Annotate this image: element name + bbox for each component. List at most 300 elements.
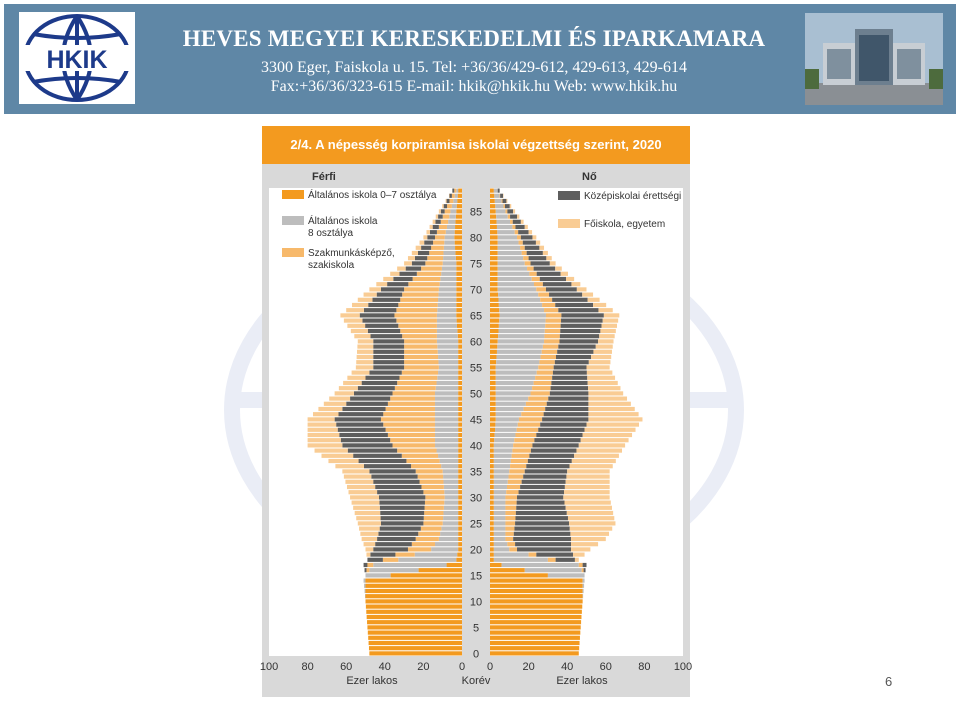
bar-male-4-age-71 [376,282,387,286]
bar-female-1-age-63 [499,324,545,328]
bar-female-2-age-61 [544,334,559,338]
bar-male-1-age-34 [443,475,458,479]
bar-female-0-age-30 [490,495,494,499]
bar-female-2-age-58 [542,350,557,354]
bar-male-0-age-83 [455,220,462,224]
bar-male-3-age-24 [380,527,421,531]
bar-female-3-age-28 [516,506,565,510]
bar-male-2-age-67 [398,303,437,307]
age-tick-20: 20 [469,544,483,557]
bar-male-1-age-59 [437,345,458,349]
bar-male-3-age-68 [372,298,400,302]
x-tick-male-60: 60 [340,661,353,673]
bar-male-1-age-31 [444,490,458,494]
bar-male-2-age-28 [425,506,444,510]
bar-male-4-age-44 [308,423,337,427]
bar-male-4-age-62 [351,329,368,333]
bar-female-2-age-72 [532,277,540,281]
bar-female-3-age-60 [559,339,598,343]
bar-male-3-age-59 [373,345,404,349]
bar-female-1-age-16 [525,568,582,572]
bar-female-4-age-56 [589,360,611,364]
bar-male-4-age-54 [352,371,370,375]
bar-female-0-age-63 [490,324,499,328]
bar-male-3-age-51 [358,386,395,390]
bar-male-1-age-18 [398,558,456,562]
age-tick-30: 30 [469,492,483,505]
bar-female-1-age-88 [494,194,499,198]
bar-female-1-age-31 [494,490,506,494]
bar-male-4-age-84 [436,215,438,219]
bar-female-3-age-31 [519,490,565,494]
bar-male-2-age-17 [367,563,373,567]
bar-male-2-age-37 [406,459,439,463]
bar-male-1-age-72 [440,277,456,281]
bar-male-0-age-80 [454,235,462,239]
bar-female-0-age-36 [490,464,494,468]
bar-female-2-age-27 [505,511,515,515]
bar-male-3-age-85 [441,209,445,213]
bar-female-0-age-66 [490,308,499,312]
bar-female-0-age-60 [490,339,498,343]
bar-female-1-age-34 [494,475,509,479]
bar-male-3-age-79 [424,241,433,245]
bar-male-2-age-76 [427,256,443,260]
bar-female-2-age-78 [520,246,525,250]
bar-female-0-age-18 [490,558,494,562]
bar-male-2-age-39 [397,449,436,453]
bar-female-0-age-54 [490,371,496,375]
bar-male-1-age-26 [443,516,458,520]
bar-female-4-age-79 [536,241,540,245]
bar-male-3-age-67 [368,303,398,307]
bar-female-4-age-41 [581,438,629,442]
bar-male-4-age-40 [308,443,343,447]
bar-male-0-age-14 [366,579,463,583]
bar-female-4-age-47 [588,407,634,411]
age-tick-15: 15 [469,570,483,583]
bar-female-1-age-62 [498,329,544,333]
bar-female-2-age-84 [508,215,510,219]
bar-female-4-age-44 [587,423,639,427]
bar-male-2-age-46 [383,412,435,416]
bar-female-3-age-36 [526,464,569,468]
bar-male-1-age-58 [438,350,458,354]
bar-male-3-age-36 [364,464,411,468]
bar-female-3-age-63 [561,324,602,328]
bar-female-0-age-33 [490,480,494,484]
bar-female-3-age-30 [517,495,563,499]
bar-female-3-age-37 [528,459,572,463]
bar-female-0-age-56 [490,360,496,364]
bar-male-4-age-39 [315,449,348,453]
bar-male-1-age-20 [431,547,458,551]
bar-female-3-age-16 [584,568,586,572]
bar-male-2-age-79 [433,241,444,245]
bar-male-0-age-21 [458,542,462,546]
bar-male-4-age-49 [329,397,350,401]
panel-label-male: Férfi [312,171,336,183]
bar-male-1-age-12 [365,589,366,593]
bar-male-4-age-70 [369,287,381,291]
bar-female-2-age-56 [539,360,554,364]
bar-female-4-age-36 [570,464,613,468]
bar-female-0-age-49 [490,397,496,401]
bar-male-0-age-33 [458,480,462,484]
bar-female-2-age-42 [515,433,536,437]
bar-female-1-age-20 [494,547,509,551]
bar-female-0-age-16 [490,568,525,572]
bar-male-0-age-16 [419,568,462,572]
bar-female-1-age-85 [496,209,506,213]
bar-male-1-age-78 [444,246,455,250]
bar-female-4-age-87 [506,199,507,203]
bar-male-4-age-85 [439,209,441,213]
x-tick-female-20: 20 [522,661,535,673]
bar-male-0-age-2 [369,641,462,645]
bar-female-2-age-57 [541,355,556,359]
bar-male-0-age-47 [458,407,462,411]
bar-male-3-age-40 [342,443,392,447]
page-number: 6 [885,674,893,689]
bar-male-4-age-33 [345,480,373,484]
bar-male-2-age-53 [399,376,437,380]
bar-female-1-age-54 [496,371,537,375]
bar-female-0-age-70 [490,287,498,291]
bar-male-3-age-89 [452,189,454,193]
bar-male-0-age-43 [458,428,462,432]
bar-female-4-age-32 [565,485,610,489]
bar-female-1-age-71 [498,282,534,286]
bar-male-0-age-57 [458,355,462,359]
legend-label-male-1-1: 8 osztálya [308,228,354,239]
bar-female-0-age-57 [490,355,497,359]
bar-female-0-age-14 [490,579,583,583]
bar-female-0-age-65 [490,313,500,317]
bar-female-0-age-61 [490,334,498,338]
bar-male-3-age-47 [342,407,385,411]
bar-male-2-age-87 [449,199,453,203]
bar-female-2-age-80 [517,235,521,239]
bar-female-4-age-55 [587,365,610,369]
bar-male-1-age-47 [435,407,458,411]
bar-male-3-age-86 [444,204,447,208]
bar-female-2-age-49 [528,397,548,401]
bar-female-0-age-58 [490,350,497,354]
bar-male-3-age-20 [373,547,408,551]
bar-male-0-age-76 [456,256,462,260]
bar-female-0-age-45 [490,417,496,421]
bar-male-0-age-61 [458,334,462,338]
bar-female-0-age-76 [490,256,498,260]
bar-male-2-age-36 [411,464,441,468]
bar-female-4-age-48 [588,402,630,406]
bar-male-0-age-9 [366,605,462,609]
bar-female-3-age-34 [523,475,566,479]
bar-female-0-age-35 [490,469,494,473]
bar-male-4-age-55 [356,365,373,369]
bar-male-0-age-32 [458,485,462,489]
bar-female-0-age-6 [490,620,581,624]
bar-male-0-age-23 [458,532,462,536]
bar-female-4-age-75 [550,261,556,265]
bar-female-2-age-75 [525,261,531,265]
bar-female-1-age-50 [496,391,531,395]
bar-male-3-age-54 [369,371,401,375]
bar-female-4-age-52 [588,381,618,385]
bar-male-4-age-67 [352,303,368,307]
bar-female-1-age-65 [500,313,546,317]
bar-female-3-age-29 [517,501,565,505]
bar-male-2-age-33 [420,480,444,484]
bar-male-1-age-83 [448,220,455,224]
bar-male-4-age-29 [352,501,380,505]
bar-male-1-age-85 [450,209,456,213]
legend-label-female-0: Középiskolai érettségi [584,191,682,202]
bar-female-0-age-42 [490,433,495,437]
bar-female-0-age-19 [490,553,494,557]
org-address: 3300 Eger, Faiskola u. 15. Tel: +36/36/429-612, 429-613, 429-614 [260,59,688,76]
bar-female-2-age-50 [531,391,550,395]
bar-male-4-age-20 [366,547,374,551]
bar-male-2-age-89 [454,189,456,193]
bar-female-2-age-18 [548,558,556,562]
bar-male-1-age-48 [435,402,458,406]
bar-male-0-age-36 [458,464,462,468]
bar-male-0-age-15 [391,573,462,577]
bar-male-4-age-31 [349,490,378,494]
bar-female-4-age-60 [598,339,613,343]
bar-male-1-age-74 [442,267,456,271]
bar-male-3-age-38 [353,454,402,458]
bar-female-0-age-28 [490,506,494,510]
bar-male-0-age-84 [456,215,462,219]
bar-female-0-age-12 [490,589,583,593]
bar-female-4-age-23 [570,532,609,536]
bar-male-1-age-77 [443,251,455,255]
bar-male-2-age-47 [386,407,435,411]
bar-female-4-age-80 [532,235,536,239]
bar-male-0-age-58 [458,350,462,354]
bar-female-1-age-58 [497,350,542,354]
bar-female-2-age-70 [536,287,546,291]
bar-female-0-age-29 [490,501,494,505]
bar-male-0-age-37 [458,459,462,463]
bar-male-3-age-22 [377,537,416,541]
bar-male-4-age-46 [313,412,338,416]
bar-male-2-age-30 [425,495,444,499]
bar-male-3-age-16 [365,568,367,572]
bar-male-4-age-27 [355,511,380,515]
bar-male-4-age-28 [353,506,380,510]
bar-female-0-age-13 [490,584,583,588]
bar-female-4-age-83 [521,220,524,224]
bar-male-2-age-65 [394,313,436,317]
bar-female-1-age-41 [494,438,514,442]
bar-female-4-age-50 [588,391,623,395]
bar-female-0-age-83 [490,220,497,224]
bar-male-2-age-63 [398,324,437,328]
bar-male-3-age-69 [377,293,402,297]
bar-female-2-age-32 [507,485,520,489]
bar-female-3-age-76 [529,256,547,260]
bar-female-1-age-24 [494,527,506,531]
bar-male-4-age-50 [335,391,354,395]
bar-female-4-age-70 [577,287,587,291]
bar-male-0-age-89 [458,189,462,193]
bar-male-4-age-41 [308,438,341,442]
bar-male-0-age-19 [457,553,462,557]
bar-female-2-age-64 [546,319,561,323]
bar-female-1-age-43 [495,428,517,432]
age-tick-85: 85 [469,206,483,219]
bar-female-3-age-20 [517,547,571,551]
bar-male-1-age-29 [444,501,458,505]
bar-male-3-age-71 [387,282,408,286]
bar-female-1-age-53 [496,376,535,380]
x-tick-male-100: 100 [259,661,279,673]
bar-male-3-age-65 [360,313,395,317]
bar-male-4-age-47 [318,407,342,411]
bar-female-3-age-23 [514,532,571,536]
bar-female-4-age-24 [570,527,612,531]
x-axis-label-female: Ezer lakos [556,675,608,687]
bar-male-3-age-21 [375,542,412,546]
bar-female-0-age-10 [490,599,583,603]
bar-male-4-age-61 [354,334,370,338]
bar-female-3-age-51 [551,386,588,390]
bar-female-4-age-59 [596,345,613,349]
bar-male-3-age-32 [375,485,421,489]
bar-female-1-age-26 [494,516,506,520]
bar-female-1-age-47 [496,407,524,411]
bar-female-1-age-73 [498,272,530,276]
x-tick-labels [260,661,692,673]
bar-female-2-age-53 [535,376,552,380]
bar-male-4-age-30 [350,495,379,499]
bar-male-2-age-78 [431,246,444,250]
bar-female-4-age-39 [576,449,622,453]
bar-male-1-age-63 [437,324,457,328]
bar-female-2-age-73 [529,272,536,276]
bar-male-4-age-23 [360,532,378,536]
bar-male-4-age-77 [412,251,418,255]
bar-female-0-age-77 [490,251,498,255]
bar-male-4-age-63 [347,324,365,328]
bar-female-2-age-28 [505,506,516,510]
population-pyramid-chart [259,164,693,697]
bar-female-4-age-46 [588,412,638,416]
bar-female-4-age-22 [571,537,606,541]
bar-male-2-age-66 [396,308,437,312]
bar-male-4-age-60 [358,339,373,343]
bar-male-4-age-64 [344,319,363,323]
bar-female-2-age-36 [510,464,526,468]
bar-female-3-age-73 [537,272,561,276]
bar-male-1-age-76 [443,256,456,260]
bar-male-0-age-48 [458,402,462,406]
bar-male-1-age-87 [453,199,457,203]
bar-male-2-age-27 [424,511,443,515]
bar-female-1-age-61 [498,334,544,338]
bar-male-1-age-27 [443,511,458,515]
x-tick-female-100: 100 [673,661,693,673]
bar-male-0-age-18 [456,558,462,562]
bar-male-1-age-41 [435,438,458,442]
bar-male-1-age-70 [439,287,456,291]
bar-male-0-age-25 [458,521,462,525]
bar-female-1-age-56 [496,360,539,364]
bar-female-2-age-37 [511,459,528,463]
bar-male-1-age-19 [415,553,457,557]
bar-male-0-age-74 [456,267,462,271]
bar-female-3-age-55 [554,365,587,369]
bar-female-2-age-87 [502,199,503,203]
bar-female-1-age-36 [494,464,510,468]
bar-male-4-age-51 [339,386,358,390]
bar-female-3-age-52 [551,381,587,385]
bar-female-3-age-38 [529,454,574,458]
bar-male-4-age-82 [430,225,433,229]
bar-male-2-age-41 [390,438,435,442]
bar-male-2-age-71 [408,282,439,286]
bar-male-3-age-60 [373,339,404,343]
bar-male-1-age-51 [436,386,458,390]
bar-male-2-age-58 [404,350,438,354]
bar-male-1-age-57 [438,355,458,359]
legend-label-male-0-0: Általános iskola 0–7 osztálya [308,190,437,201]
x-tick-female-0: 0 [486,661,494,673]
bar-female-4-age-28 [566,506,612,510]
bar-female-1-age-69 [498,293,538,297]
bar-female-1-age-14 [583,579,585,583]
bar-male-4-age-21 [364,542,376,546]
bar-female-0-age-1 [490,646,579,650]
bar-female-1-age-29 [494,501,506,505]
bar-female-0-age-8 [490,610,582,614]
bar-male-0-age-59 [458,345,462,349]
bar-female-1-age-18 [494,558,548,562]
bar-female-0-age-82 [490,225,497,229]
bar-female-0-age-67 [490,303,499,307]
bar-male-1-age-30 [445,495,459,499]
x-tick-male-0: 0 [458,661,466,673]
bar-female-4-age-34 [566,475,609,479]
bar-female-1-age-13 [583,584,584,588]
bar-female-2-age-51 [532,386,551,390]
bar-female-3-age-61 [560,334,599,338]
bar-male-3-age-37 [359,459,407,463]
bar-female-4-age-27 [567,511,613,515]
bar-female-1-age-38 [494,454,512,458]
bar-male-3-age-52 [362,381,398,385]
bar-male-2-age-84 [443,215,450,219]
bar-male-4-age-37 [328,459,358,463]
legend-label-male-1-0: Általános iskola [308,216,378,227]
bar-female-1-age-57 [497,355,541,359]
bar-female-3-age-62 [560,329,600,333]
bar-male-2-age-73 [417,272,441,276]
bar-male-0-age-56 [458,360,462,364]
bar-male-4-age-66 [346,308,364,312]
bar-female-4-age-51 [588,386,620,390]
bar-male-0-age-24 [458,527,462,531]
bar-female-0-age-27 [490,511,494,515]
bar-male-4-age-52 [343,381,362,385]
bar-female-1-age-45 [496,417,519,421]
bar-female-2-age-34 [509,475,524,479]
bar-male-2-age-20 [408,547,431,551]
